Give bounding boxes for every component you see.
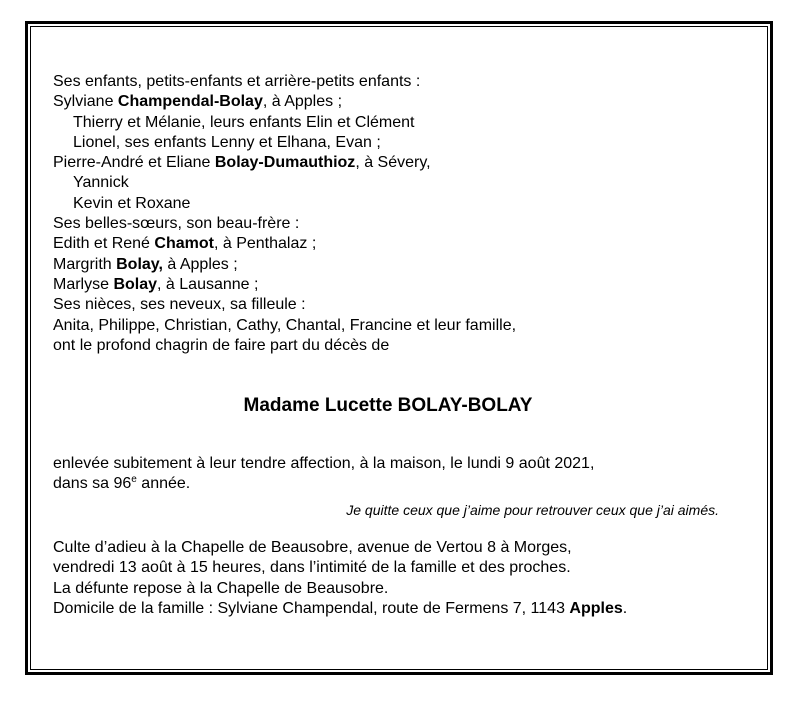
death-line: enlevée subitement à leur tendre affection, à la maison, le lundi 9 août 2021, — [53, 455, 595, 472]
surname: Champendal-Bolay — [117, 93, 263, 111]
family-line — [53, 275, 516, 295]
ceremony-line: vendredi 13 août à 15 heures, dans l’intimité de la famille et des proches. — [53, 559, 571, 577]
quote: Je quitte ceux que j’aime pour retrouver ceux que j’ai aimés. — [346, 502, 719, 518]
text: Sylviane — [53, 93, 118, 111]
ceremony-line: Culte d’adieu à la Chapelle de Beausobre, avenue de Vertou 8 à Morges, — [53, 539, 572, 556]
death-line — [53, 474, 594, 494]
ceremony-details — [53, 538, 627, 619]
deceased-name: Madame Lucette BOLAY-BOLAY — [243, 395, 533, 416]
family-intro: Ses enfants, petits-enfants et arrière-petits enfants : — [53, 73, 421, 90]
text: année. — [136, 475, 191, 493]
text: , à Penthalaz ; — [213, 235, 317, 253]
ordinal-suffix: e — [131, 474, 137, 486]
family-line: Thierry et Mélanie, leurs enfants Elin et Clément — [73, 113, 415, 131]
ceremony-line: La défunte repose à la Chapelle de Beausobre. — [53, 579, 389, 597]
surname: Chamot — [154, 235, 214, 253]
text: , à Lausanne ; — [157, 275, 259, 293]
family-line: Lionel, ses enfants Lenny et Elhana, Evan ; — [73, 133, 381, 151]
family-line: Ses nièces, ses neveux, sa filleule : — [53, 296, 306, 314]
surname: Bolay, — [116, 255, 163, 273]
family-line: Kevin et Roxane — [73, 194, 191, 212]
surname: Bolay-Dumauthioz — [214, 154, 356, 172]
town: Apples — [569, 599, 623, 617]
text: dans sa 96 — [53, 475, 132, 493]
text: Edith et René — [53, 235, 155, 253]
text: Domicile de la famille : Sylviane Champendal, route de Fermens 7, 1143 — [53, 599, 570, 617]
text: . — [622, 599, 628, 617]
text: Pierre-André et Eliane — [53, 154, 215, 172]
surname: Bolay — [113, 275, 158, 293]
text: Marlyse — [53, 275, 114, 293]
family-line — [53, 255, 516, 275]
family-line: ont le profond chagrin de faire part du décès de — [53, 336, 390, 354]
family-line — [53, 234, 516, 254]
family-line: Yannick — [73, 174, 129, 192]
family-line: Ses belles-sœurs, son beau-frère : — [53, 215, 300, 233]
family-line: Anita, Philippe, Christian, Cathy, Chantal, Francine et leur famille, — [53, 316, 517, 334]
text: Margrith — [53, 255, 117, 273]
ceremony-line — [53, 599, 627, 619]
text: , à Sévery, — [355, 154, 431, 172]
text: , à Apples ; — [262, 93, 343, 111]
text: à Apples ; — [162, 255, 238, 273]
family-line — [53, 92, 516, 112]
family-line — [53, 153, 516, 173]
death-details — [53, 454, 594, 495]
family-list — [53, 72, 516, 356]
